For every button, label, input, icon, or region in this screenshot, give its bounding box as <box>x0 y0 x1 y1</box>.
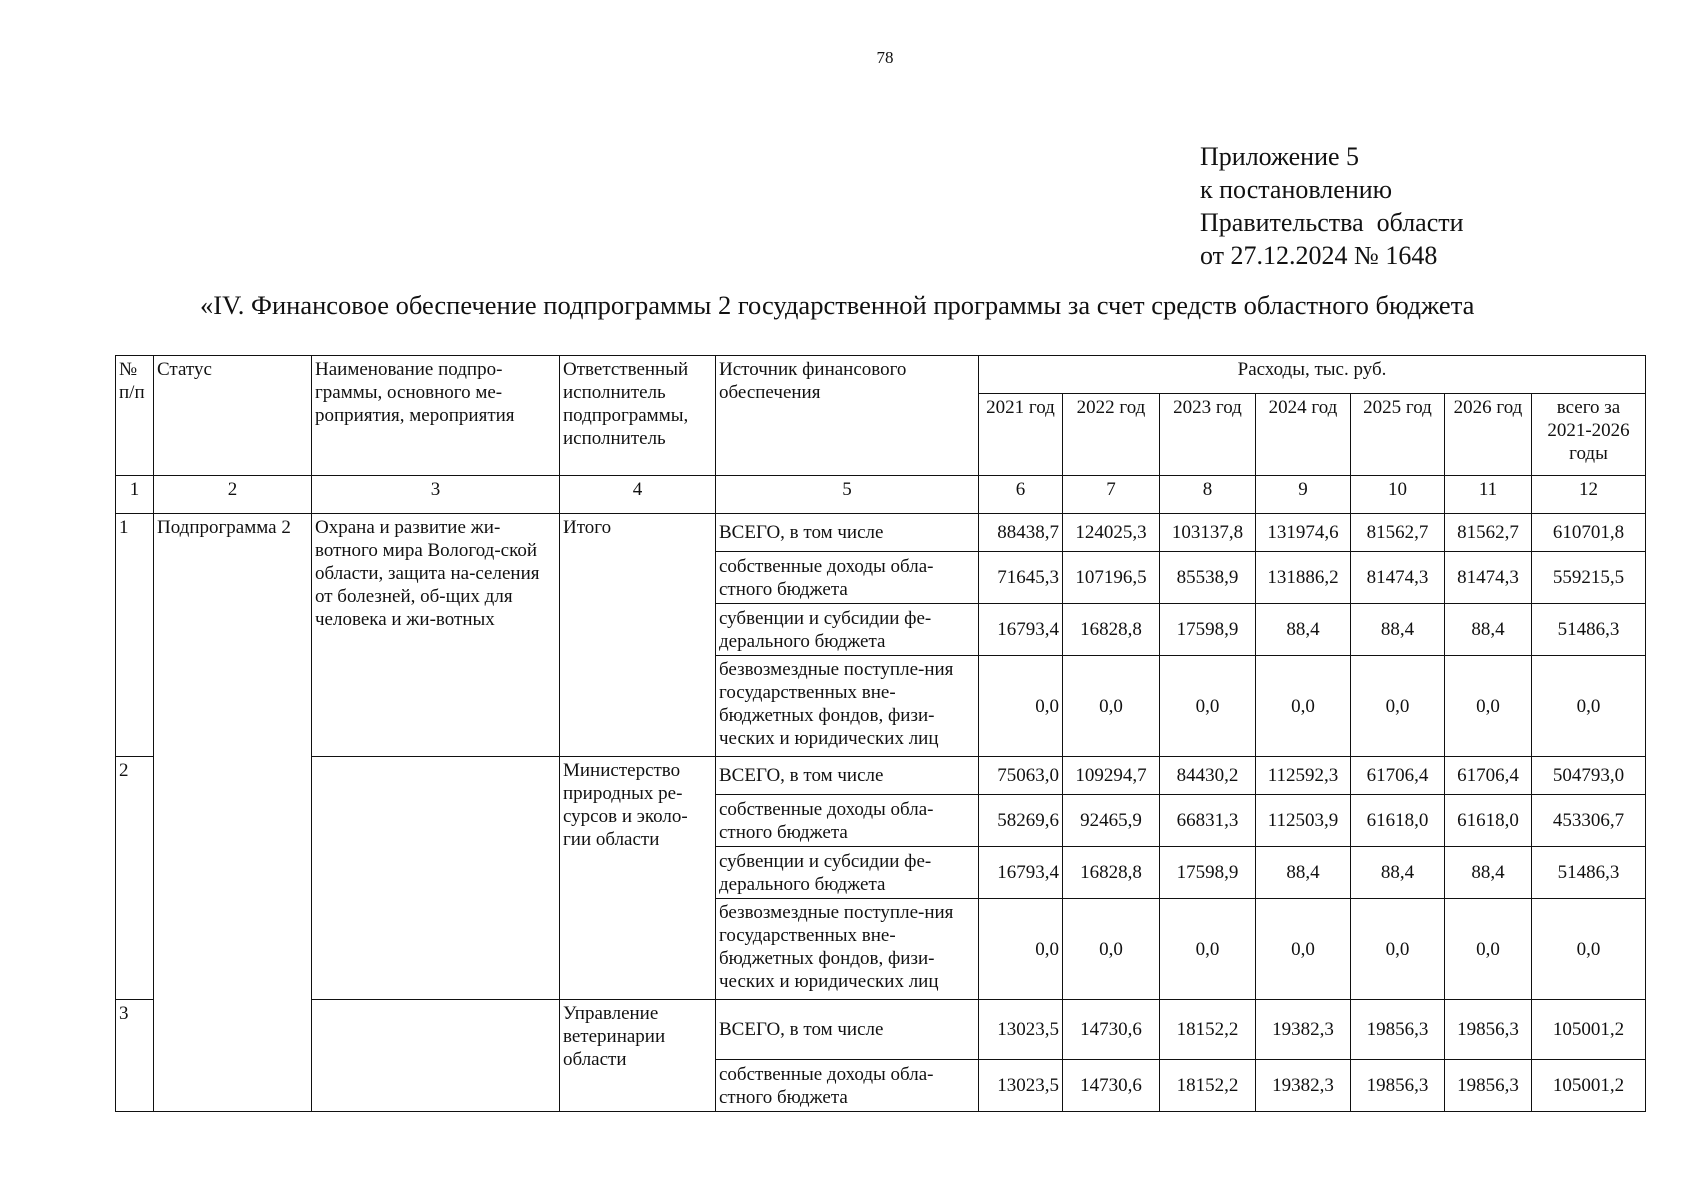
header-num: № п/п <box>116 356 154 476</box>
value-cell: 0,0 <box>979 656 1063 757</box>
value-cell: 16828,8 <box>1063 604 1160 656</box>
value-cell: 51486,3 <box>1532 604 1646 656</box>
col-number: 6 <box>979 476 1063 514</box>
value-cell: 66831,3 <box>1160 795 1256 847</box>
value-cell: 131886,2 <box>1256 552 1351 604</box>
value-cell: 19856,3 <box>1351 1000 1445 1060</box>
row-num: 1 <box>116 514 154 757</box>
value-cell: 105001,2 <box>1532 1000 1646 1060</box>
value-cell: 19856,3 <box>1351 1060 1445 1112</box>
value-cell: 61706,4 <box>1351 757 1445 795</box>
header-year-2025: 2025 год <box>1351 394 1445 476</box>
col-number: 5 <box>716 476 979 514</box>
col-number: 1 <box>116 476 154 514</box>
row-num: 2 <box>116 757 154 1000</box>
col-number: 12 <box>1532 476 1646 514</box>
header-executor: Ответственный исполнитель подпрограммы, исполнитель <box>560 356 716 476</box>
col-number: 8 <box>1160 476 1256 514</box>
value-cell: 0,0 <box>1532 899 1646 1000</box>
value-cell: 88,4 <box>1445 847 1532 899</box>
value-cell: 58269,6 <box>979 795 1063 847</box>
document-title: «IV. Финансовое обеспечение подпрограммы 2 государственной программы за счет средств областного бюджета <box>200 290 1475 320</box>
row-executor: Министерство природных ре-сурсов и эколо-гии области <box>560 757 716 1000</box>
value-cell: 0,0 <box>1445 656 1532 757</box>
value-cell: 81474,3 <box>1351 552 1445 604</box>
source-cell: субвенции и субсидии фе-дерального бюджета <box>716 604 979 656</box>
value-cell: 16793,4 <box>979 604 1063 656</box>
value-cell: 131974,6 <box>1256 514 1351 552</box>
header-year-2026: 2026 год <box>1445 394 1532 476</box>
value-cell: 14730,6 <box>1063 1000 1160 1060</box>
row-status: Подпрограмма 2 <box>154 514 312 1112</box>
row-name <box>312 757 560 1000</box>
value-cell: 19382,3 <box>1256 1000 1351 1060</box>
row-executor: Итого <box>560 514 716 757</box>
header-status: Статус <box>154 356 312 476</box>
value-cell: 18152,2 <box>1160 1000 1256 1060</box>
source-cell: безвозмездные поступле-ния государственных вне-бюджетных фондов, физи-ческих и юридических лиц <box>716 899 979 1000</box>
header-source: Источник финансового обеспечения <box>716 356 979 476</box>
value-cell: 0,0 <box>1532 656 1646 757</box>
value-cell: 112592,3 <box>1256 757 1351 795</box>
row-name: Охрана и развитие жи-вотного мира Вологод-ской области, защита на-селения от болезней, об-щих для человека и жи-вотных <box>312 514 560 757</box>
value-cell: 84430,2 <box>1160 757 1256 795</box>
value-cell: 13023,5 <box>979 1000 1063 1060</box>
page-number: 78 <box>876 48 894 67</box>
value-cell: 61618,0 <box>1351 795 1445 847</box>
value-cell: 112503,9 <box>1256 795 1351 847</box>
header-name: Наименование подпро-граммы, основного ме-роприятия, мероприятия <box>312 356 560 476</box>
appendix-line-1: Приложение 5 <box>1200 142 1360 171</box>
value-cell: 0,0 <box>1351 899 1445 1000</box>
source-cell: собственные доходы обла-стного бюджета <box>716 795 979 847</box>
col-number: 2 <box>154 476 312 514</box>
value-cell: 610701,8 <box>1532 514 1646 552</box>
value-cell: 19856,3 <box>1445 1060 1532 1112</box>
col-number: 4 <box>560 476 716 514</box>
header-year-2021: 2021 год <box>979 394 1063 476</box>
value-cell: 453306,7 <box>1532 795 1646 847</box>
value-cell: 109294,7 <box>1063 757 1160 795</box>
value-cell: 105001,2 <box>1532 1060 1646 1112</box>
value-cell: 16828,8 <box>1063 847 1160 899</box>
row-num: 3 <box>116 1000 154 1112</box>
value-cell: 18152,2 <box>1160 1060 1256 1112</box>
header-total: всего за 2021-2026 годы <box>1532 394 1646 476</box>
value-cell: 85538,9 <box>1160 552 1256 604</box>
value-cell: 61706,4 <box>1445 757 1532 795</box>
value-cell: 88,4 <box>1256 604 1351 656</box>
value-cell: 0,0 <box>1256 656 1351 757</box>
value-cell: 71645,3 <box>979 552 1063 604</box>
value-cell: 504793,0 <box>1532 757 1646 795</box>
col-number: 9 <box>1256 476 1351 514</box>
source-cell: ВСЕГО, в том числе <box>716 1000 979 1060</box>
appendix-line-4: от 27.12.2024 № 1648 <box>1200 241 1438 270</box>
appendix-line-3: Правительства области <box>1200 208 1464 237</box>
value-cell: 0,0 <box>1160 899 1256 1000</box>
value-cell: 107196,5 <box>1063 552 1160 604</box>
value-cell: 81562,7 <box>1445 514 1532 552</box>
value-cell: 13023,5 <box>979 1060 1063 1112</box>
table-row <box>116 757 1646 795</box>
value-cell: 19856,3 <box>1445 1000 1532 1060</box>
appendix-line-2: к постановлению <box>1200 175 1393 204</box>
col-number: 10 <box>1351 476 1445 514</box>
table-row <box>116 514 1646 552</box>
value-cell: 16793,4 <box>979 847 1063 899</box>
source-cell: собственные доходы обла-стного бюджета <box>716 1060 979 1112</box>
value-cell: 61618,0 <box>1445 795 1532 847</box>
value-cell: 88,4 <box>1445 604 1532 656</box>
header-year-2023: 2023 год <box>1160 394 1256 476</box>
value-cell: 17598,9 <box>1160 604 1256 656</box>
value-cell: 88,4 <box>1351 847 1445 899</box>
source-cell: безвозмездные поступле-ния государственных вне-бюджетных фондов, физи-ческих и юридических лиц <box>716 656 979 757</box>
source-cell: субвенции и субсидии фе-дерального бюджета <box>716 847 979 899</box>
value-cell: 103137,8 <box>1160 514 1256 552</box>
value-cell: 0,0 <box>1063 656 1160 757</box>
value-cell: 559215,5 <box>1532 552 1646 604</box>
financing-table <box>115 355 1646 1112</box>
row-executor: Управление ветеринарии области <box>560 1000 716 1112</box>
value-cell: 81474,3 <box>1445 552 1532 604</box>
value-cell: 0,0 <box>979 899 1063 1000</box>
table-row <box>116 1000 1646 1060</box>
col-number: 11 <box>1445 476 1532 514</box>
header-expenses: Расходы, тыс. руб. <box>979 356 1646 394</box>
header-year-2024: 2024 год <box>1256 394 1351 476</box>
value-cell: 14730,6 <box>1063 1060 1160 1112</box>
value-cell: 88,4 <box>1256 847 1351 899</box>
header-year-2022: 2022 год <box>1063 394 1160 476</box>
value-cell: 75063,0 <box>979 757 1063 795</box>
value-cell: 0,0 <box>1256 899 1351 1000</box>
row-name <box>312 1000 560 1112</box>
source-cell: собственные доходы обла-стного бюджета <box>716 552 979 604</box>
value-cell: 51486,3 <box>1532 847 1646 899</box>
value-cell: 88438,7 <box>979 514 1063 552</box>
value-cell: 0,0 <box>1351 656 1445 757</box>
source-cell: ВСЕГО, в том числе <box>716 514 979 552</box>
value-cell: 0,0 <box>1445 899 1532 1000</box>
value-cell: 92465,9 <box>1063 795 1160 847</box>
value-cell: 19382,3 <box>1256 1060 1351 1112</box>
value-cell: 17598,9 <box>1160 847 1256 899</box>
appendix-block <box>1200 140 1464 272</box>
value-cell: 81562,7 <box>1351 514 1445 552</box>
value-cell: 88,4 <box>1351 604 1445 656</box>
value-cell: 124025,3 <box>1063 514 1160 552</box>
source-cell: ВСЕГО, в том числе <box>716 757 979 795</box>
value-cell: 0,0 <box>1160 656 1256 757</box>
col-number: 7 <box>1063 476 1160 514</box>
col-number: 3 <box>312 476 560 514</box>
value-cell: 0,0 <box>1063 899 1160 1000</box>
